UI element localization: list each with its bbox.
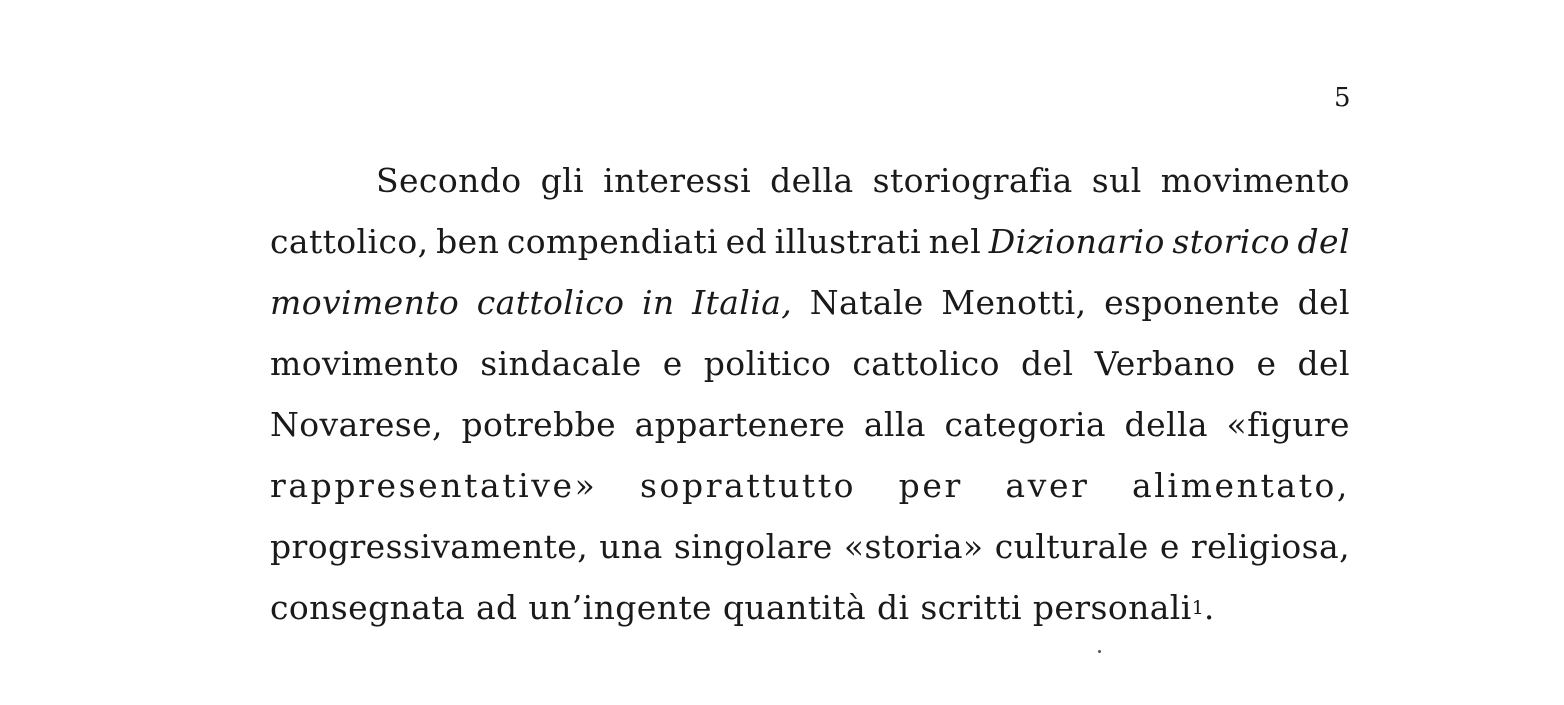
word: interessi [603,161,752,200]
italic-title-word: cattolico [476,283,625,322]
word: della [770,161,854,200]
word: Secondo [376,161,522,200]
word: del [1297,283,1350,322]
word: sindacale [480,344,642,383]
word: e [1256,344,1277,383]
word: «figure [1226,405,1350,444]
italic-title-word: in [641,283,675,322]
text-line [270,333,1350,394]
word: rappresentative» [270,466,598,505]
word: Natale [809,283,924,322]
word: «storia» [843,527,984,566]
body-paragraph [270,150,1350,638]
word: e [1159,527,1180,566]
italic-title-word: Italia, [692,283,793,322]
word: consegnata ad un’ingente quantità di scritti personali [270,588,1192,627]
text-line [270,272,1350,333]
word: ben [436,222,500,261]
text-line [270,150,1350,211]
word: illustrati [774,222,922,261]
italic-title-word: Dizionario [988,222,1165,261]
word: per [898,466,963,505]
word: e [662,344,683,383]
word: movimento [270,344,460,383]
word: religiosa, [1190,527,1350,566]
word: movimento [1160,161,1350,200]
word: alimentato, [1131,466,1350,505]
final-punctuation: . [1203,588,1215,627]
word: aver [1005,466,1090,505]
word: appartenere [634,405,846,444]
word: storiografia [872,161,1073,200]
word: soprattutto [639,466,857,505]
word: potrebbe [461,405,617,444]
text-line [270,455,1350,516]
text-line [270,394,1350,455]
italic-title-word: del [1297,222,1350,261]
italic-title-word: movimento [270,283,460,322]
word: una [599,527,663,566]
page-number: 5 [1334,83,1351,113]
footnote-marker[interactable]: 1 [1191,596,1204,619]
word: della [1124,405,1208,444]
text-line [270,516,1350,577]
word: gli [540,161,585,200]
word: alla [863,405,926,444]
text-line [270,211,1350,272]
word: culturale [994,527,1149,566]
word: ed [725,222,768,261]
text-line [270,577,1350,638]
word: Novarese, [270,405,443,444]
word: esponente [1104,283,1280,322]
word: politico [703,344,832,383]
scan-speck [1098,650,1101,653]
italic-title-word: storico [1172,222,1290,261]
word: cattolico [852,344,1000,383]
word: sul [1091,161,1142,200]
word: compendiati [506,222,718,261]
word: categoria [944,405,1106,444]
word: Verbano [1094,344,1236,383]
word: singolare [673,527,833,566]
word: del [1297,344,1350,383]
word: nel [928,222,982,261]
word: cattolico, [270,222,429,261]
word: del [1021,344,1074,383]
word: progressivamente, [270,527,589,566]
word: Menotti, [941,283,1087,322]
